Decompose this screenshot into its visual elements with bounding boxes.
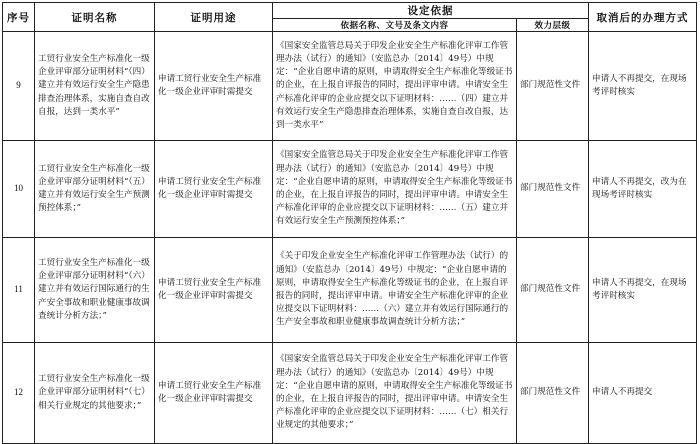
after-cancel-method: 申请人不再提交，在现场考评时核实 (589, 32, 697, 141)
row-number: 10 (3, 141, 35, 238)
certificate-name: 工贸行业安全生产标准化一级企业评审部分证明材料“（六）建立并有效运行国际通行的生产安全事故和职业健康事故调查统计分析方法；” (35, 238, 155, 343)
row-number: 11 (3, 238, 35, 343)
table-row (3, 238, 697, 343)
basis-level: 部门规范性文件 (517, 32, 589, 141)
basis-document: 《国家安全监管总局关于印发企业安全生产标准化评审工作管理办法（试行）的通知》（安监总办〔2014〕49号）中规定：“企业自愿申请的原则，申请取得安全生产标准化等级证书的企业，在上报自评报告的同时，提出评审申请。申请安全生产标准化评审的企业应提交以下证明材料：……（五）建立并有效运行安全生产预测预控体系；” (273, 141, 517, 238)
certificate-purpose: 申请工贸行业安全生产标准化一级企业评审时需提交 (155, 141, 273, 238)
basis-document: 《国家安全监管总局关于印发企业安全生产标准化评审工作管理办法（试行）的通知》（安监总办〔2014〕49号）中规定：“企业自愿申请的原则，申请取得安全生产标准化等级证书的企业，在上报自评报告的同时，提出评审申请。申请安全生产标准化评审的企业应提交以下证明材料：……（四）建立并有效运行安全生产隐患排查治理体系，实施自查自改自报，达到一类水平” (273, 32, 517, 141)
header-no: 序号 (3, 3, 35, 32)
certificate-table (2, 2, 697, 444)
certificate-name: 工贸行业安全生产标准化一级企业评审部分证明材料“（四）建立并有效运行安全生产隐患排查治理体系，实施自查自改自报，达到一类水平” (35, 32, 155, 141)
after-cancel-method: 申请人不再提交，改为在现场考评时核实 (589, 141, 697, 238)
table-row (3, 32, 697, 141)
basis-level: 部门规范性文件 (517, 238, 589, 343)
table-row (3, 141, 697, 238)
row-number: 9 (3, 32, 35, 141)
header-basis-group: 设定依据 (273, 3, 589, 19)
certificate-name: 工贸行业安全生产标准化一级企业评审部分证明材料“（七）相关行业规定的其他要求；” (35, 343, 155, 444)
basis-level: 部门规范性文件 (517, 343, 589, 444)
after-cancel-method: 申请人不再提交 (589, 343, 697, 444)
basis-document: 《关于印发企业安全生产标准化评审工作管理办法（试行）的通知》（安监总办〔2014〕49号）中规定：“企业自愿申请的原则，申请取得安全生产标准化等级证书的企业，在上报自评报告的同时，提出评审申请。申请安全生产标准化评审的企业应提交以下证明材料：……（六）建立并有效运行国际通行的生产安全事故和职业健康事故调查统计分析方法；” (273, 238, 517, 343)
certificate-name: 工贸行业安全生产标准化一级企业评审部分证明材料“（五）建立并有效运行安全生产预测预控体系；” (35, 141, 155, 238)
basis-document: 《国家安全监管总局关于印发企业安全生产标准化评审工作管理办法（试行）的通知》（安监总办〔2014〕49号）中规定：“企业自愿申请的原则，申请取得安全生产标准化等级证书的企业，在上报自评报告的同时，提出评审申请。申请安全生产标准化评审的企业应提交以下证明材料：……（七）相关行业规定的其他要求；” (273, 343, 517, 444)
header-name: 证明名称 (35, 3, 155, 32)
header-purpose: 证明用途 (155, 3, 273, 32)
header-basis-level: 效力层级 (517, 19, 589, 32)
row-number: 12 (3, 343, 35, 444)
after-cancel-method: 申请人不再提交，在现场考评时核实 (589, 238, 697, 343)
basis-level: 部门规范性文件 (517, 141, 589, 238)
header-after-cancel: 取消后的办理方式 (589, 3, 697, 32)
header-basis-doc: 依据名称、文号及条文内容 (273, 19, 517, 32)
certificate-purpose: 申请工贸行业安全生产标准化一级企业评审时需提交 (155, 32, 273, 141)
certificate-purpose: 申请工贸行业安全生产标准化一级企业评审时需提交 (155, 343, 273, 444)
table-row (3, 343, 697, 444)
certificate-purpose: 申请工贸行业安全生产标准化一级企业评审时需提交 (155, 238, 273, 343)
